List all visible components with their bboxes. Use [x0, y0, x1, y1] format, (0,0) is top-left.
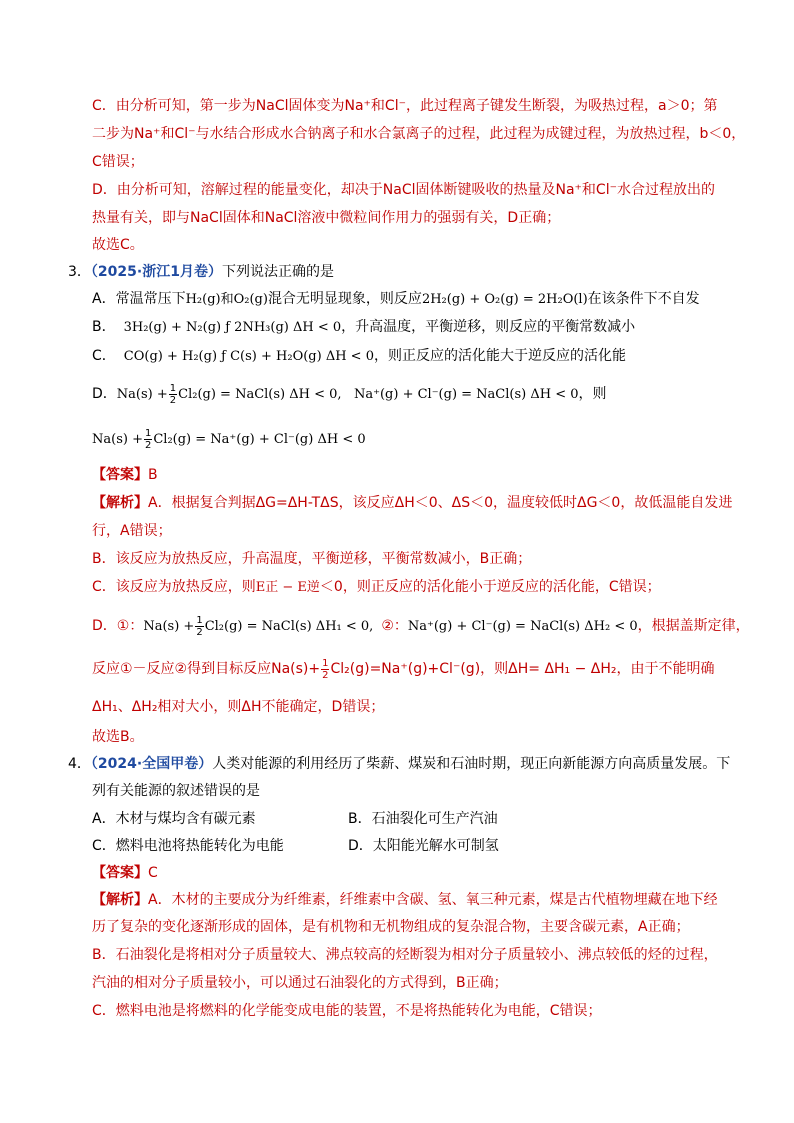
analysis-line: C．该反应为放热反应，则E正 − E逆＜0，则正反应的活化能小于逆反应的活化能，C错误；: [92, 579, 661, 595]
option-c: [92, 347, 626, 366]
option-d: [92, 380, 607, 409]
analysis-line: B．石油裂化是将相对分子质量较大、沸点较高的烃断裂为相对分子质量较小、沸点较低的烃的过程，: [92, 947, 718, 963]
option-a: A．木材与煤均含有碳元素: [92, 811, 256, 827]
question-number: 4．: [68, 756, 91, 772]
option-text: 混合无明显现象，则反应: [267, 291, 422, 307]
answer-label: 【答案】: [92, 865, 148, 881]
question-number: 3．: [68, 264, 91, 280]
answer: [92, 466, 158, 484]
analysis-line: 汽油的相对分子质量较小，可以通过石油裂化的方式得到，B正确；: [92, 975, 508, 991]
option-b: [92, 318, 635, 337]
explanation-line: 二步为Na⁺和Cl⁻与水结合形成水合钠离子和水合氯离子的过程，此过程为成键过程，为放热过程，b＜0，: [92, 126, 746, 142]
answer-value: B: [148, 467, 158, 483]
question-stem: 下列说法正确的是: [221, 264, 334, 280]
analysis-line: 【解析】A．木材的主要成分为纤维素，纤维素中含碳、氢、氧三种元素，煤是古代植物埋藏在地下经: [92, 892, 718, 908]
formula: Na(s) +: [92, 432, 143, 447]
answer: [92, 864, 158, 882]
formula: Na(s) +: [143, 619, 195, 634]
option-label: D．: [92, 386, 117, 402]
formula: 2H₂(g) + O₂(g) = 2H₂O(l): [421, 292, 588, 307]
explanation-line: C错误；: [92, 154, 144, 170]
formula: Cl₂(g) = NaCl(s) ΔH < 0,: [178, 387, 342, 402]
option-text: ，升高温度，平衡逆移，则反应的平衡常数减小: [341, 319, 636, 335]
analysis-line: 【解析】A．根据复合判据ΔG=ΔH-TΔS，该反应ΔH＜0、ΔS＜0，温度较低时ΔG＜0，故低温能自发进: [92, 495, 733, 511]
formula: Na(s) +: [116, 387, 168, 402]
option-label: B．: [92, 319, 116, 335]
explanation-conclusion: 故选C。: [92, 237, 144, 253]
analysis-line: 历了复杂的变化逐渐形成的固体，是有机物和无机物组成的复杂混合物，主要含碳元素，A正确；: [92, 919, 690, 935]
formula: CO(g) + H₂(g) ƒ C(s) + H₂O(g) ΔH < 0: [123, 349, 374, 364]
question-source: （2025·浙江1月卷）: [90, 264, 222, 280]
analysis-line: 行，A错误；: [92, 523, 172, 539]
formula: H₂(g)和O₂(g): [185, 292, 268, 307]
formula: E正 − E逆: [255, 580, 320, 595]
analysis-label: 【解析】: [92, 892, 148, 908]
option-b: B．石油裂化可生产汽油: [348, 811, 498, 827]
fraction: $\frac{1}{2}$: [196, 614, 203, 638]
option-label: A．常温常压下: [92, 291, 186, 307]
option-text: ，则: [578, 386, 607, 402]
formula: Cl₂(g) = NaCl(s) ΔH₁ < 0,: [204, 619, 374, 634]
answer-label: 【答案】: [92, 467, 148, 483]
option-label: C．: [92, 348, 116, 364]
analysis-line: 反应①－反应②得到目标反应Na(s)+ $\frac{1}{2}$ Cl₂(g)=Na⁺(g)+Cl⁻(g)，则ΔH= ΔH₁ − ΔH₂，由于不能明确: [92, 657, 715, 681]
question-stem: 列有关能源的叙述错误的是: [92, 783, 260, 799]
option-text: ，则正反应的活化能大于逆反应的活化能: [373, 348, 626, 364]
question-stem: 人类对能源的利用经历了柴薪、煤炭和石油时期，现正向新能源方向高质量发展。下: [212, 756, 731, 772]
analysis-line: C．燃料电池是将燃料的化学能变成电能的装置，不是将热能转化为电能，C错误；: [92, 1003, 602, 1019]
analysis-label: 【解析】: [92, 495, 148, 511]
analysis-line: ΔH₁、ΔH₂相对大小，则ΔH不能确定，D错误；: [92, 699, 385, 715]
explanation-line: 热量有关，即与NaCl固体和NaCl溶液中微粒间作用力的强弱有关，D正确；: [92, 210, 561, 226]
option-d: D．太阳能光解水可制氢: [348, 838, 499, 854]
analysis-line: D．①：Na(s) + $\frac{1}{2}$ Cl₂(g) = NaCl(s) ΔH₁ < 0, ②：Na⁺(g) + Cl⁻(g) = NaCl(s) ΔH₂ < 0，根据盖斯定律，: [92, 614, 750, 638]
explanation-line: D．由分析可知，溶解过程的能量变化，却决于NaCl固体断键吸收的热量及Na⁺和Cl⁻水合过程放出的: [92, 182, 715, 198]
option-a: [92, 290, 700, 309]
analysis-conclusion: 故选B。: [92, 729, 144, 745]
question-3-header: [68, 263, 334, 281]
formula: Cl₂(g) = Na⁺(g) + Cl⁻(g) ΔH < 0: [153, 432, 366, 447]
formula: 3H₂(g) + N₂(g) ƒ 2NH₃(g) ΔH < 0: [123, 320, 342, 335]
formula: Cl₂(g)=Na⁺(g)+Cl⁻(g): [330, 661, 481, 677]
formula: Na⁺(g) + Cl⁻(g) = NaCl(s) ΔH < 0: [353, 387, 579, 402]
question-4-header: [68, 755, 730, 773]
option-text: 在该条件下不自发: [587, 291, 700, 307]
option-d-continued: [92, 425, 366, 454]
answer-value: C: [148, 865, 158, 881]
formula: Na⁺(g) + Cl⁻(g) = NaCl(s) ΔH₂ < 0: [407, 619, 638, 634]
fraction: $\frac{1}{2}$: [144, 427, 152, 451]
question-source: （2024·全国甲卷）: [90, 756, 213, 772]
formula: Na(s)+: [271, 661, 321, 677]
analysis-line: B．该反应为放热反应，升高温度，平衡逆移，平衡常数减小，B正确；: [92, 551, 532, 567]
fraction: $\frac{1}{2}$: [322, 657, 329, 681]
fraction: $\frac{1}{2}$: [169, 382, 177, 406]
explanation-line: C．由分析可知，第一步为NaCl固体变为Na⁺和Cl⁻，此过程离子键发生断裂，为吸热过程，a＞0；第: [92, 98, 718, 114]
option-c: C．燃料电池将热能转化为电能: [92, 838, 284, 854]
